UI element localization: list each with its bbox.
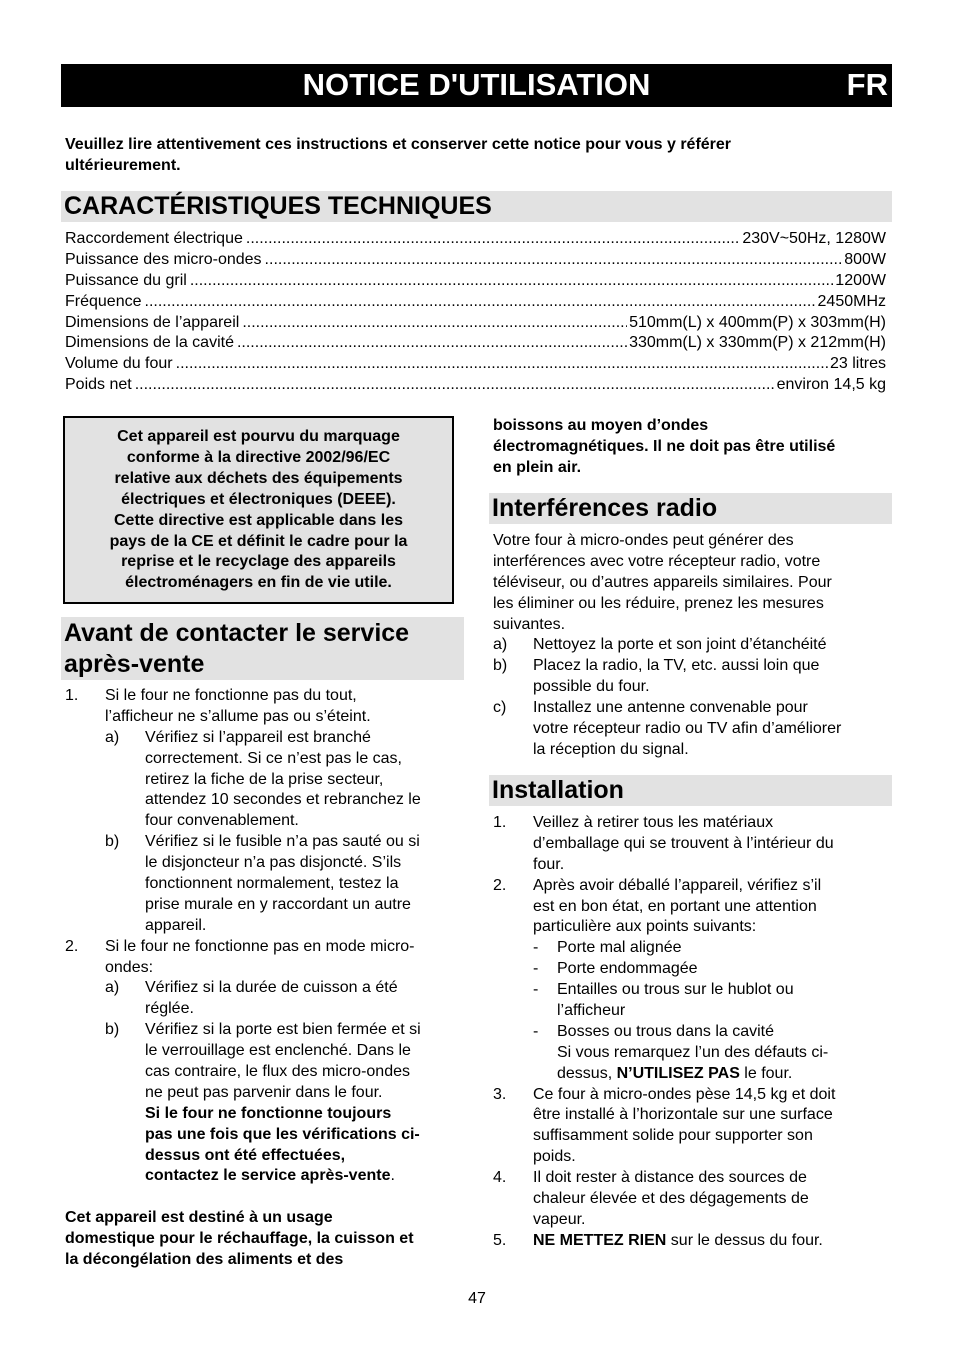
list-item [493, 1231, 893, 1252]
spec-row [65, 354, 886, 375]
punctuation: . [390, 1167, 395, 1185]
item-label: a) [493, 636, 508, 654]
spec-value: 2450MHz [817, 292, 886, 310]
item-line: Après avoir déballé l’appareil, vérifiez s’il [533, 876, 822, 894]
specs-heading-bar [61, 191, 892, 222]
item-line: être installé à l’horizontale sur une surface [533, 1106, 833, 1124]
usage-line: Cet appareil est destiné à un usage [65, 1209, 333, 1227]
weee-line: électroménagers en fin de vie utile. [125, 574, 392, 592]
item-line: possible du four. [533, 678, 650, 696]
item-line: Bosses ou trous dans la cavité [557, 1022, 775, 1040]
item-line: Si vous remarquez l’un des défauts ci- [557, 1043, 829, 1061]
item-line: l’afficheur ne s’allume pas ou s’éteint. [105, 707, 371, 725]
spec-value: environ 14,5 kg [776, 376, 886, 394]
spec-leader [145, 292, 816, 313]
item-line: Si le four ne fonctionne pas du tout, [105, 687, 357, 704]
item-line: réglée. [145, 1000, 194, 1018]
weee-notice-box [63, 416, 454, 604]
item-label: c) [493, 699, 507, 717]
item-line: Il doit rester à distance des sources de [533, 1169, 807, 1187]
dash-item [493, 1022, 893, 1085]
radio-heading-bar [489, 493, 892, 524]
spec-row [65, 250, 886, 271]
dash-bullet: - [533, 960, 539, 978]
spec-value: 330mm(L) x 330mm(P) x 212mm(H) [629, 334, 886, 352]
text: le four. [739, 1064, 793, 1082]
usage-note-continued [493, 416, 893, 479]
usage-line: en plein air. [493, 458, 582, 476]
list-item [65, 937, 465, 979]
item-line: chaleur élevée et des dégagements de [533, 1190, 809, 1208]
spec-value: 510mm(L) x 400mm(P) x 303mm(H) [629, 313, 886, 331]
item-line-mixed [533, 1231, 893, 1252]
spec-label: Puissance des micro-ondes [65, 250, 262, 268]
weee-line: électriques et électroniques (DEEE). [121, 490, 396, 508]
install-heading: Installation [492, 776, 624, 804]
item-line: vapeur. [533, 1210, 586, 1228]
list-item [493, 656, 893, 698]
weee-line: relative aux déchets des équipements [114, 469, 403, 487]
weee-line: reprise et le recyclage des appareils [121, 553, 396, 571]
usage-line: la décongélation des aliments et des [65, 1251, 344, 1269]
usage-line: électromagnétiques. Il ne doit pas être utilisé [493, 437, 836, 455]
item-line: Placez la radio, la TV, etc. aussi loin que [533, 657, 820, 675]
list-subitem [65, 832, 465, 936]
specs-heading: CARACTÉRISTIQUES TECHNIQUES [64, 192, 492, 220]
weee-line: conforme à la directive 2002/96/EC [126, 448, 391, 466]
list-subitem [65, 1020, 465, 1187]
item-number: 5. [493, 1231, 507, 1249]
text: sur le dessus du four. [666, 1231, 823, 1249]
item-line: votre récepteur radio ou TV afin d’améliorer [533, 720, 842, 738]
item-line: particulière aux points suivants: [533, 918, 757, 936]
radio-line: Votre four à micro-ondes peut générer des [493, 532, 794, 549]
intro-line: ultérieurement. [65, 157, 181, 174]
list-item [65, 686, 465, 728]
usage-line: boissons au moyen d’ondes [493, 417, 709, 434]
item-number: 3. [493, 1085, 507, 1103]
subitem-label: b) [105, 1021, 120, 1039]
item-line: Si le four ne fonctionne pas en mode micro- [105, 937, 415, 955]
item-line: four. [533, 855, 565, 873]
item-line: ne peut pas parvenir dans le four. [145, 1083, 383, 1101]
item-number: 2. [493, 876, 507, 894]
spec-label: Poids net [65, 376, 132, 394]
intro-text [65, 134, 865, 176]
spec-value: 1200W [835, 271, 886, 289]
dash-item [493, 980, 893, 1022]
item-line: cas contraire, le flux des micro-ondes [145, 1063, 410, 1081]
item-line-mixed [557, 1064, 893, 1085]
spec-row [65, 292, 886, 313]
bold-text: N’UTILISEZ PAS [616, 1064, 740, 1082]
page-number: 47 [468, 1290, 486, 1307]
list-item [493, 635, 893, 656]
language-code: FR [846, 67, 888, 102]
spec-leader [246, 229, 740, 250]
list-subitem [65, 978, 465, 1020]
spec-value: 230V~50Hz, 1280W [742, 230, 886, 247]
item-line: Installez une antenne convenable pour [533, 699, 808, 717]
service-list [65, 686, 465, 1271]
spec-leader [237, 333, 627, 354]
spec-row [65, 229, 886, 250]
spec-label: Raccordement électrique [65, 230, 243, 247]
item-line: poids. [533, 1148, 576, 1166]
item-line: four convenablement. [145, 812, 299, 830]
service-heading-line: Avant de contacter le service [64, 619, 410, 647]
spec-row [65, 271, 886, 292]
item-line-mixed [145, 1166, 465, 1187]
item-label: b) [493, 657, 508, 675]
spec-value: 23 litres [829, 355, 886, 373]
bold-text: NE METTEZ RIEN [533, 1231, 667, 1249]
subitem-label: b) [105, 833, 120, 851]
dash-bullet: - [533, 981, 539, 999]
weee-text [73, 427, 444, 594]
item-line: Ce four à micro-ondes pèse 14,5 kg et doit [533, 1085, 836, 1103]
item-line: Porte mal alignée [557, 939, 682, 957]
item-line: la réception du signal. [533, 740, 689, 758]
item-line: Nettoyez la porte et son joint d’étanchéité [533, 636, 827, 654]
radio-body [493, 531, 893, 761]
item-line: d’emballage qui se trouvent à l’intérieur du [533, 834, 834, 852]
item-line: suffisamment solide pour supporter son [533, 1127, 813, 1145]
radio-heading: Interférences radio [492, 494, 718, 522]
item-number: 4. [493, 1169, 507, 1187]
item-line-bold: dessus ont été effectuées, [145, 1146, 346, 1164]
weee-line: Cet appareil est pourvu du marquage [117, 428, 400, 445]
text: dessus, [557, 1064, 617, 1082]
spec-leader [176, 354, 828, 375]
usage-note [65, 1208, 465, 1271]
spec-label: Puissance du gril [65, 271, 187, 289]
item-line: prise murale en y raccordant un autre [145, 895, 411, 913]
radio-line: les éliminer ou les réduire, prenez les mesures [493, 594, 824, 612]
weee-line: pays de la CE et définit le cadre pour la [109, 532, 408, 550]
item-line: appareil. [145, 916, 207, 934]
install-heading-bar [489, 775, 892, 806]
subitem-label: a) [105, 728, 120, 746]
item-line: correctement. Si ce n’est pas le cas, [145, 749, 402, 767]
spec-row [65, 313, 886, 334]
usage-line: domestique pour le réchauffage, la cuisson et [65, 1230, 414, 1248]
item-line: Veillez à retirer tous les matériaux [533, 814, 774, 831]
service-heading-line: après-vente [64, 650, 205, 678]
dash-bullet: - [533, 939, 539, 957]
item-line: le verrouillage est enclenché. Dans le [145, 1042, 411, 1060]
spec-leader [265, 250, 843, 271]
item-line-bold: pas une fois que les vérifications ci- [145, 1125, 420, 1143]
item-line: retirez la fiche de la prise secteur, [145, 770, 384, 788]
item-line: fonctionnent normalement, testez la [145, 875, 399, 893]
item-line: Entailles ou trous sur le hublot ou [557, 981, 794, 999]
radio-line: suivantes. [493, 615, 566, 633]
item-line: l’afficheur [557, 1002, 626, 1020]
spec-label: Fréquence [65, 292, 142, 310]
item-line: ondes: [105, 958, 154, 976]
item-number: 1. [493, 814, 507, 831]
list-item [493, 1168, 893, 1231]
spec-leader [242, 313, 627, 334]
spec-value: 800W [844, 250, 886, 268]
spec-row [65, 375, 886, 396]
dash-item [493, 959, 893, 980]
item-line: le disjoncteur n’a pas disjoncté. S’ils [145, 854, 402, 872]
weee-line: Cette directive est applicable dans les [113, 511, 403, 529]
item-line: est en bon état, en portant une attention [533, 897, 817, 915]
spec-leader [190, 271, 833, 292]
list-item [493, 698, 893, 761]
list-subitem [65, 728, 465, 832]
spec-label: Dimensions de la cavité [65, 334, 234, 352]
header-bar [61, 64, 892, 107]
radio-line: interférences avec votre récepteur radio, votre [493, 552, 821, 570]
service-heading-bar [61, 617, 464, 680]
item-line: attendez 10 secondes et rebranchez le [145, 791, 421, 809]
specs-table [65, 229, 886, 396]
item-line: Porte endommagée [557, 960, 698, 978]
list-item [493, 1085, 893, 1169]
spec-label: Volume du four [65, 355, 173, 373]
item-number: 2. [65, 937, 79, 955]
item-line: Vérifiez si l’appareil est branché [145, 728, 371, 746]
item-line: Vérifiez si la porte est bien fermée et si [145, 1021, 421, 1039]
spec-row [65, 333, 886, 354]
subitem-label: a) [105, 979, 120, 997]
intro-line: Veuillez lire attentivement ces instructions et conserver cette notice pour vous y référer [65, 136, 732, 153]
install-list [493, 813, 893, 1252]
spec-label: Dimensions de l’appareil [65, 313, 240, 331]
list-item [493, 876, 893, 939]
item-line: Vérifiez si le fusible n’a pas sauté ou si [145, 833, 420, 851]
dash-bullet: - [533, 1022, 539, 1040]
radio-line: téléviseur, ou d’autres appareils similaires. Pour [493, 573, 832, 591]
dash-item [493, 938, 893, 959]
list-item [493, 813, 893, 876]
item-line-bold: Si le four ne fonctionne toujours [145, 1104, 392, 1122]
spec-leader [135, 375, 775, 396]
bold-text: contactez le service après-vente [145, 1167, 391, 1185]
item-line: Vérifiez si la durée de cuisson a été [145, 979, 398, 997]
service-heading [64, 618, 409, 680]
page-title: NOTICE D'UTILISATION [302, 67, 651, 102]
item-number: 1. [65, 687, 79, 704]
